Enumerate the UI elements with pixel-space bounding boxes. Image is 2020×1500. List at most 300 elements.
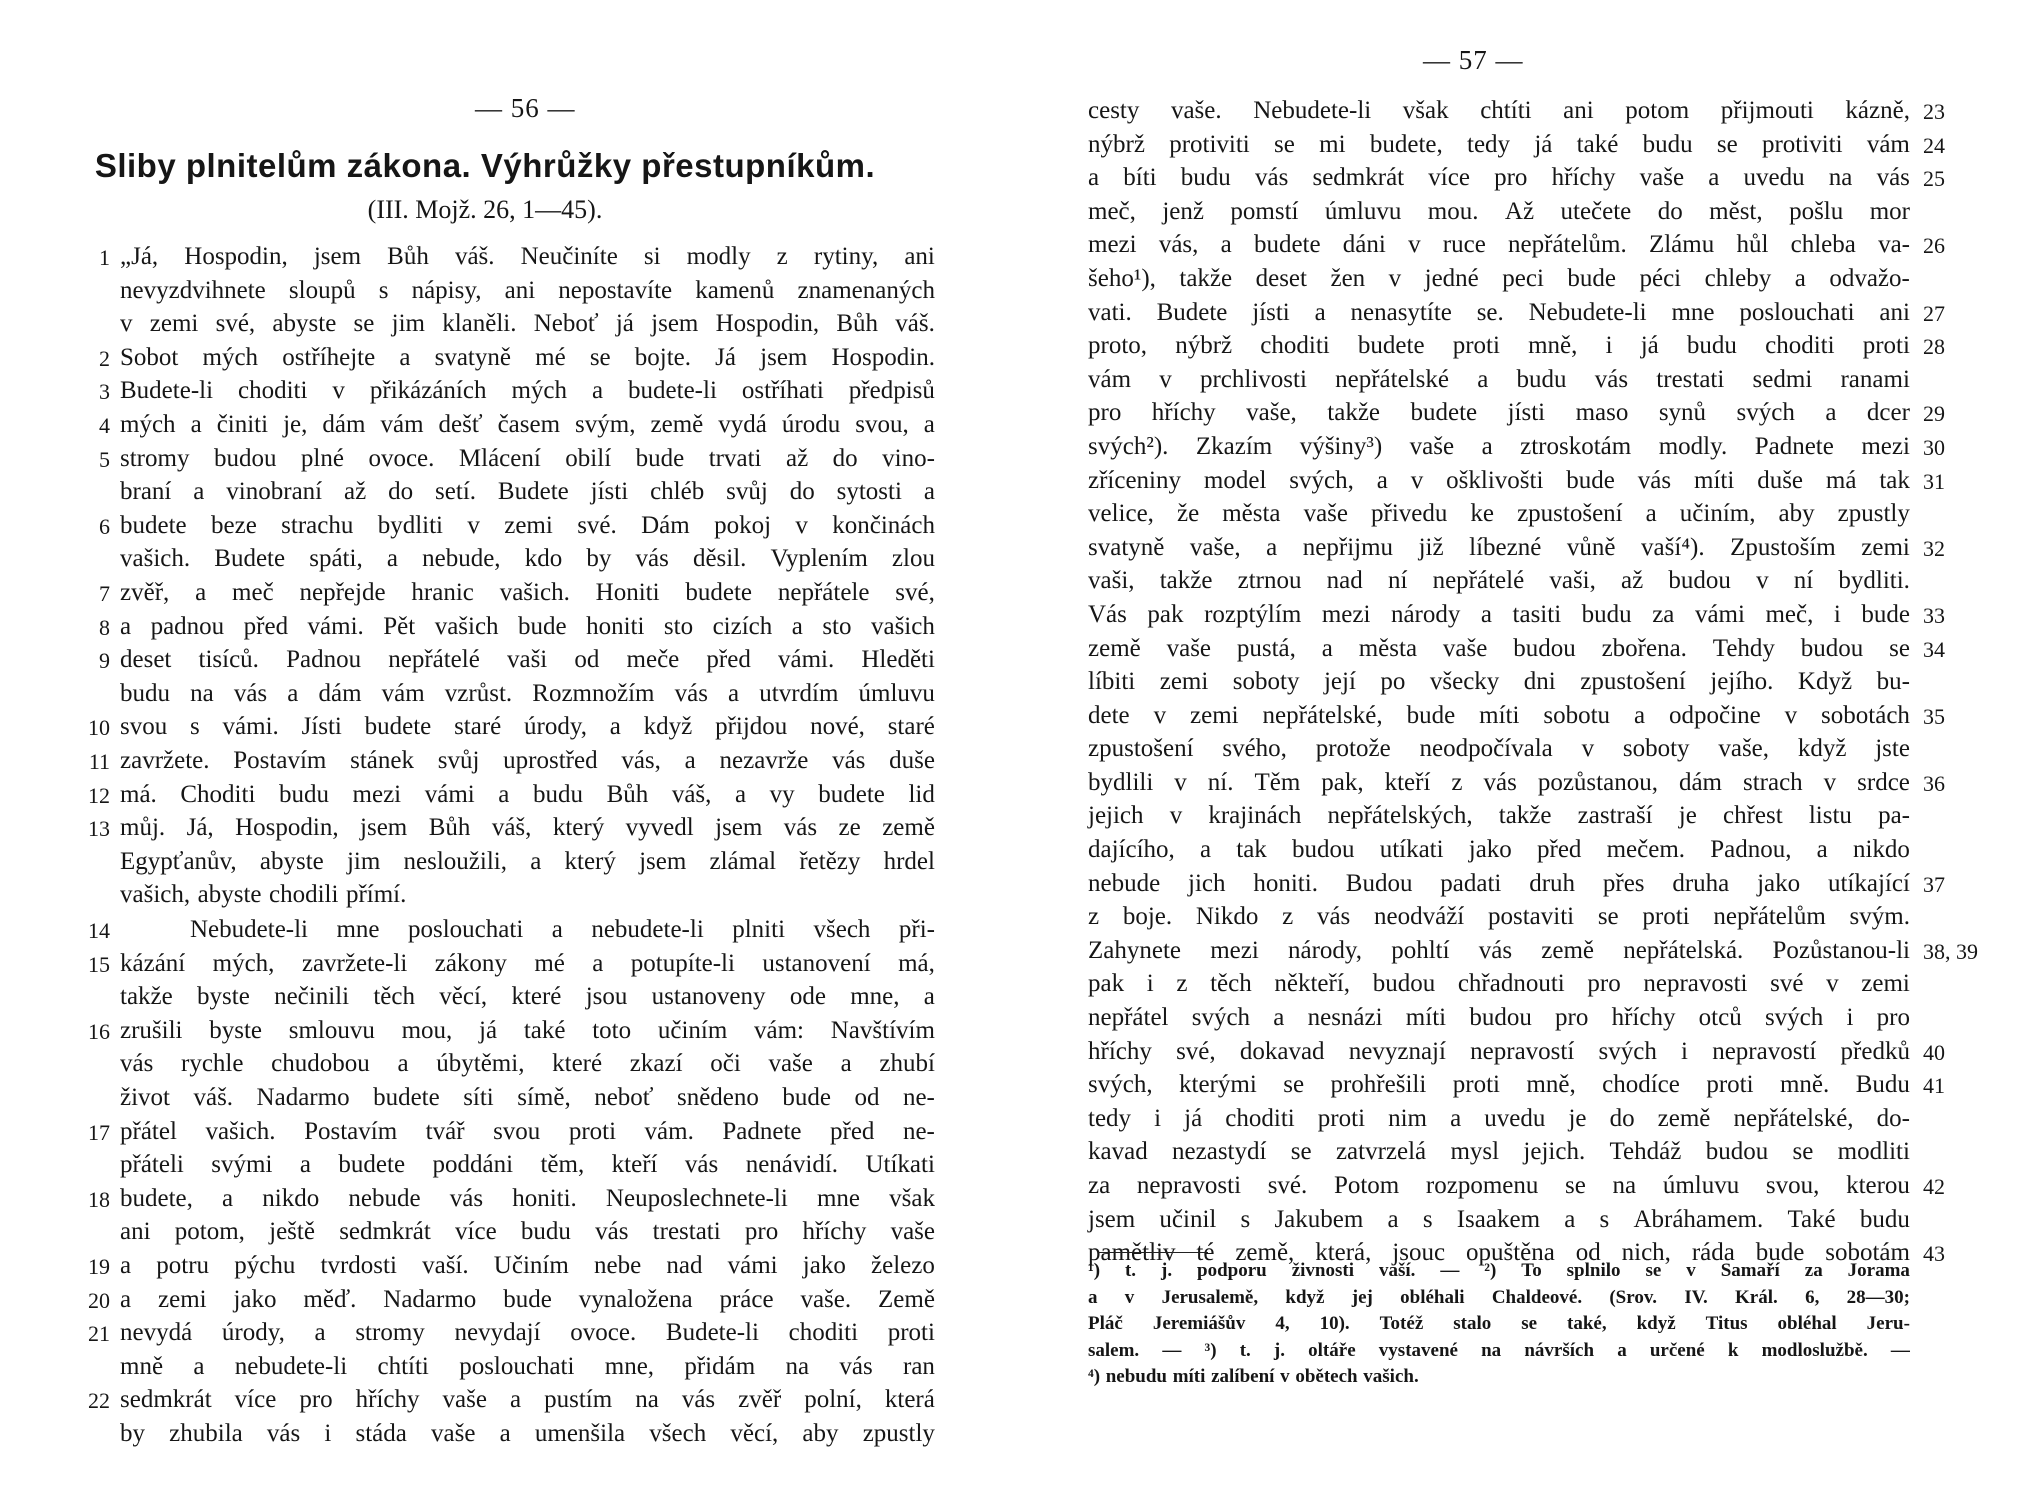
word: poslouchati — [1739, 298, 1855, 326]
word: vám. — [644, 1117, 694, 1145]
word: Honiti — [595, 578, 660, 606]
text-line — [1088, 531, 1910, 565]
word: vás — [681, 1386, 716, 1414]
word: určené — [1649, 1339, 1705, 1361]
word: zemi — [1190, 701, 1239, 729]
word: země — [1541, 936, 1595, 964]
word: a — [1273, 1004, 1285, 1032]
word: byste — [209, 1016, 263, 1044]
text-line — [1088, 665, 1910, 699]
word: stánek — [350, 746, 414, 774]
word: vám — [380, 410, 424, 438]
word: pro — [1587, 970, 1621, 998]
word: život — [120, 1083, 170, 1111]
word: zemi — [1861, 533, 1910, 561]
word: a — [840, 1050, 852, 1078]
word: věcí, — [439, 983, 488, 1011]
word: takže — [1159, 567, 1213, 595]
word: dcer — [1866, 399, 1910, 427]
word: chodili — [269, 881, 339, 909]
word: se — [1645, 1260, 1662, 1281]
word: země — [650, 410, 704, 438]
word: soboty — [1622, 735, 1690, 763]
word: jsem — [360, 814, 408, 842]
word: k — [1727, 1339, 1739, 1361]
word: jísti — [1507, 399, 1546, 427]
word: do — [832, 444, 858, 472]
word: mezi — [352, 780, 402, 808]
word: Vyplením — [770, 545, 868, 573]
word: zlámal — [709, 847, 777, 875]
verse-number: 23 — [1923, 99, 1945, 124]
word: nepřátelské — [1335, 365, 1449, 393]
word: Vás — [1088, 600, 1127, 628]
word: Když — [1797, 668, 1853, 696]
word: z — [1282, 903, 1294, 931]
word: vás — [1594, 365, 1629, 393]
word: svých, — [1289, 466, 1354, 494]
word: a — [397, 1050, 409, 1078]
word: pro — [1088, 399, 1122, 427]
word: choditi — [238, 377, 308, 405]
word: neboť — [594, 1083, 654, 1111]
word: duše — [1757, 466, 1804, 494]
verse-number: 25 — [1923, 166, 1945, 192]
word: jste — [1875, 735, 1910, 763]
word: budete — [120, 511, 187, 539]
word: v — [1581, 735, 1595, 763]
word: se — [1565, 1172, 1586, 1199]
word: 28—30; — [1846, 1286, 1910, 1308]
footnote-line — [1088, 1364, 1910, 1391]
text-line — [120, 307, 935, 341]
word: obilí — [565, 444, 612, 472]
word: Nadarmo — [383, 1285, 477, 1313]
word: svých — [1191, 1004, 1251, 1032]
text-line — [120, 710, 935, 744]
word: a — [791, 612, 803, 640]
word: budete — [1253, 231, 1321, 259]
verse-number: 6 — [99, 513, 110, 539]
word: ode — [789, 983, 826, 1011]
word: přijdou — [715, 713, 788, 741]
word: takže — [1179, 264, 1233, 292]
word: Jeru- — [1866, 1313, 1910, 1334]
word: vás, — [621, 746, 661, 774]
text-line — [120, 677, 935, 711]
word: kázání — [120, 949, 186, 977]
word: svatyně — [434, 343, 511, 371]
word: vás — [832, 746, 866, 774]
word: znamenaných — [797, 276, 935, 304]
word: dajícího, — [1088, 836, 1175, 864]
word: Země — [878, 1285, 935, 1313]
word: budete — [685, 578, 753, 606]
word: od — [1575, 1239, 1601, 1267]
word: nepřátelské, — [1262, 701, 1383, 729]
word: j. — [1273, 1339, 1285, 1361]
word: váš. — [454, 243, 495, 270]
verse-number: 30 — [1923, 434, 1945, 460]
word: a — [509, 1386, 522, 1414]
word: hůl — [1736, 231, 1769, 259]
word: síti — [463, 1083, 494, 1111]
word: v — [1280, 1366, 1290, 1387]
word: vydá — [718, 410, 767, 438]
word: Až — [1504, 197, 1535, 225]
verse-number — [80, 1048, 110, 1082]
word: nezastydí — [1172, 1138, 1267, 1166]
word: zákony — [434, 949, 507, 977]
word: ní — [1793, 567, 1814, 595]
verse-number: 26 — [1923, 233, 1945, 259]
word: jedné — [1424, 264, 1479, 292]
word: Zlámu — [1648, 231, 1715, 259]
word: nýbrž — [1175, 332, 1233, 360]
word: trestati — [652, 1218, 721, 1246]
word: tasiti — [1512, 600, 1562, 628]
word: i — [1681, 1037, 1688, 1065]
word: a — [923, 478, 935, 506]
text-line — [1088, 766, 1910, 800]
verse-number: 18 — [88, 1186, 110, 1212]
word: bude — [503, 1285, 552, 1313]
verse-number: 1 — [99, 245, 110, 270]
word: Bůh — [606, 780, 649, 808]
text-line — [1088, 799, 1910, 833]
word: Nebudete-li — [190, 916, 309, 943]
word: strach — [1742, 768, 1803, 796]
word: města — [1358, 634, 1418, 662]
word: země — [1088, 634, 1141, 662]
word: já — [615, 310, 634, 338]
word: vaše — [442, 1386, 487, 1414]
word: jejich — [1088, 802, 1144, 830]
word: zkazí — [629, 1050, 683, 1078]
word: nečinili — [274, 983, 350, 1011]
word: a — [287, 679, 299, 707]
word: nepřátelská. — [1623, 936, 1744, 964]
word: jejich. — [1523, 1138, 1586, 1166]
word: nepřátel — [1088, 1004, 1169, 1032]
word: zemi — [504, 511, 553, 539]
word: peci — [1502, 264, 1544, 292]
word: a — [684, 746, 696, 774]
word: Budu — [1855, 1071, 1910, 1099]
word: a — [923, 983, 935, 1011]
word: je, — [283, 410, 308, 438]
verse-number-column — [1923, 95, 2020, 1271]
word: prchlivosti — [1199, 365, 1307, 393]
word: a — [1480, 600, 1492, 628]
word: listu — [1808, 802, 1852, 830]
word: zvěř, — [120, 578, 170, 606]
word: 4, — [1275, 1313, 1290, 1334]
word: a — [734, 780, 747, 808]
word: a — [1321, 634, 1333, 662]
word: nepravosti — [1136, 1172, 1242, 1199]
word: za — [1652, 600, 1675, 628]
word: Hospodin. — [831, 343, 935, 371]
word: vaši — [506, 646, 548, 674]
word: řetězy — [799, 847, 861, 875]
word: hříchy — [1088, 1037, 1152, 1065]
word: z — [1088, 903, 1100, 931]
word: budu — [1516, 365, 1567, 393]
word: za — [1804, 1260, 1823, 1281]
text-line — [120, 509, 935, 543]
word: pro — [744, 1218, 779, 1246]
word: nepřátele — [777, 578, 870, 606]
word: země — [1657, 1104, 1711, 1132]
text-line — [1088, 94, 1910, 128]
word: mne — [336, 916, 380, 943]
word: ustanovení — [762, 949, 871, 977]
word: hříchy — [1151, 399, 1216, 427]
word: zpustošení — [1088, 735, 1194, 763]
text-line — [1088, 900, 1910, 934]
verse-number: 16 — [88, 1018, 110, 1044]
verse-number: 37 — [1923, 871, 1945, 897]
word: zpustošení — [1580, 668, 1686, 696]
word: váš. — [895, 310, 935, 338]
verse-number-column — [80, 914, 110, 1452]
word: vaše — [431, 1419, 476, 1447]
word: stalo — [1453, 1313, 1492, 1334]
text-line — [120, 1115, 935, 1149]
word: vás — [1316, 903, 1351, 931]
word: měst, — [1709, 197, 1763, 225]
word: sytosti — [836, 478, 902, 506]
word: pak — [1088, 970, 1125, 998]
word: maso — [1575, 399, 1629, 427]
word: pak, — [1321, 768, 1364, 796]
word: Já, — [186, 814, 214, 842]
word: přivedu — [1371, 500, 1448, 528]
word: nebude, — [422, 545, 501, 573]
word: budu — [1642, 130, 1693, 158]
word: také, — [1567, 1313, 1607, 1334]
word: Navštívím — [830, 1016, 935, 1044]
verse-number — [80, 1149, 110, 1183]
word: plné — [300, 444, 344, 472]
word: bydliti — [377, 511, 444, 539]
word: při- — [898, 916, 935, 943]
verse-number: 22 — [88, 1388, 110, 1414]
word: přáteli — [120, 1151, 184, 1179]
word: vás — [595, 1218, 629, 1246]
page-title: Sliby plnitelům zákona. Výhrůžky přestupníkům. — [94, 147, 876, 184]
verse-number: 35 — [1923, 703, 1945, 729]
word: polní, — [804, 1386, 862, 1414]
word: synů — [1658, 399, 1707, 427]
word: a — [120, 1285, 132, 1313]
word: i — [1605, 332, 1613, 360]
word: i — [1833, 600, 1841, 628]
word: svých²). — [1088, 432, 1169, 460]
text-line — [120, 1182, 935, 1216]
word: a — [314, 1319, 326, 1347]
word: mých — [120, 410, 176, 438]
text-line — [1088, 396, 1910, 430]
word: pa- — [1878, 802, 1910, 830]
word: vino- — [882, 444, 935, 472]
word: vámi — [424, 780, 475, 808]
verse-number — [1923, 1002, 2020, 1036]
word: sedmkrát — [120, 1386, 212, 1414]
word: míti — [1694, 466, 1735, 494]
word: proto, — [1088, 332, 1148, 360]
word: modloslužbě. — [1761, 1339, 1868, 1361]
word: oči — [710, 1050, 741, 1078]
word: vinobraní — [226, 478, 323, 506]
text-line — [120, 811, 935, 845]
word: budu — [1581, 600, 1632, 628]
text-line — [1088, 1203, 1910, 1237]
word: vás — [1478, 936, 1513, 964]
word: kterými — [1179, 1071, 1257, 1099]
text-line — [120, 240, 935, 274]
word: Jakubem — [1274, 1205, 1364, 1233]
word: budou — [1469, 1004, 1532, 1032]
word: svůj — [726, 478, 768, 506]
word: svých, — [1088, 1071, 1153, 1099]
word: váš, — [491, 814, 532, 842]
word: se — [589, 343, 611, 371]
word: těch — [1210, 970, 1252, 998]
word: a — [1387, 1205, 1399, 1233]
word: neodpočívala — [1419, 735, 1553, 763]
word: je — [1678, 802, 1697, 830]
word: pro — [1876, 1004, 1910, 1032]
word: svých — [1764, 1004, 1824, 1032]
word: j. — [1161, 1260, 1173, 1281]
word: za — [1088, 1172, 1111, 1199]
word: a — [1816, 836, 1828, 864]
word: Choditi — [180, 780, 256, 808]
word: jim — [391, 310, 425, 338]
word: strachu — [281, 511, 354, 539]
text-line — [1088, 632, 1910, 666]
word: va- — [1878, 231, 1910, 259]
text-line — [1088, 934, 1910, 968]
word: nepravosti — [1643, 970, 1748, 998]
word: vás — [1637, 466, 1672, 494]
word: modly — [686, 243, 751, 270]
word: i — [1154, 1104, 1162, 1132]
word: chtíti — [377, 1352, 429, 1380]
word: ani — [120, 1218, 151, 1246]
word: proti — [1317, 1104, 1366, 1132]
word: by — [120, 1419, 145, 1447]
word: vaše — [1166, 634, 1212, 662]
word: IV. — [1684, 1286, 1708, 1308]
text-line — [120, 1081, 935, 1115]
word: s — [1240, 1205, 1251, 1233]
word: své — [1770, 970, 1804, 998]
word: také — [523, 1016, 566, 1044]
word: a — [120, 612, 132, 640]
word: nevydá — [120, 1319, 193, 1347]
word: a — [1220, 231, 1232, 259]
word: bojte. — [634, 343, 692, 371]
verse-number: 12 — [88, 782, 110, 808]
text-line — [1088, 161, 1910, 195]
word: Bůh — [428, 814, 471, 842]
word: bude — [1755, 1239, 1805, 1267]
word: svou — [120, 713, 168, 741]
word: všech — [813, 916, 871, 943]
word: na — [1481, 1339, 1502, 1361]
word: mečem. — [1606, 836, 1686, 864]
word: nevyznají — [1348, 1037, 1446, 1065]
word: já — [479, 1016, 498, 1044]
word: nevydají — [454, 1319, 541, 1347]
word: budete — [338, 1151, 406, 1179]
word: Samaří — [1720, 1260, 1780, 1281]
word: jsem — [760, 343, 808, 371]
word: pokoj — [714, 511, 772, 539]
word: v — [1124, 1286, 1135, 1308]
word: meč — [232, 578, 274, 606]
page-subtitle: (III. Mojž. 26, 1—45). — [367, 195, 603, 224]
verse-number: 42 — [1923, 1174, 1945, 1199]
word: vaše, — [1246, 399, 1297, 427]
word: všecky — [1429, 668, 1500, 696]
word: abyste — [197, 881, 262, 909]
word: mně. — [1779, 1071, 1830, 1099]
word: proti — [1642, 903, 1690, 931]
word: Sobot — [120, 343, 179, 371]
word: honiti. — [1253, 869, 1318, 897]
word: pustá, — [1236, 634, 1296, 662]
word: zbořena. — [1601, 634, 1687, 662]
verse-number-column — [80, 241, 110, 913]
word: se — [1521, 1313, 1538, 1334]
verse-number — [80, 275, 110, 309]
word: svým. — [1849, 903, 1910, 931]
word: vás — [233, 679, 268, 707]
word: sobotách — [1821, 701, 1910, 729]
word: já — [1534, 130, 1553, 158]
word: beze — [211, 511, 257, 539]
word: abyste — [259, 847, 324, 875]
word: vám — [1866, 130, 1910, 158]
word: vás — [1254, 164, 1289, 192]
verse-number: 38, 39 — [1923, 938, 1978, 964]
text-line — [120, 845, 935, 879]
word: stromy — [120, 444, 190, 472]
word: vaše, — [1718, 735, 1770, 763]
verse-number: 9 — [99, 648, 110, 674]
text-line — [1088, 195, 1910, 229]
word: Totéž — [1379, 1313, 1424, 1334]
word: choditi — [1260, 332, 1330, 360]
word: modliti — [1837, 1138, 1910, 1166]
verse-number — [80, 879, 110, 913]
word: nevyzdvihnete — [120, 276, 266, 304]
word: sedmkrát — [1312, 164, 1405, 192]
word: pomstí — [1230, 197, 1299, 225]
word: budete — [373, 1083, 440, 1111]
word: mor — [1869, 197, 1910, 225]
word: lid — [908, 780, 935, 808]
word: však — [1402, 97, 1449, 124]
word: mezi — [1321, 600, 1371, 628]
word: zvěř — [738, 1386, 782, 1414]
word: nenávidí. — [745, 1151, 839, 1179]
verse-number: 34 — [1923, 636, 1945, 662]
